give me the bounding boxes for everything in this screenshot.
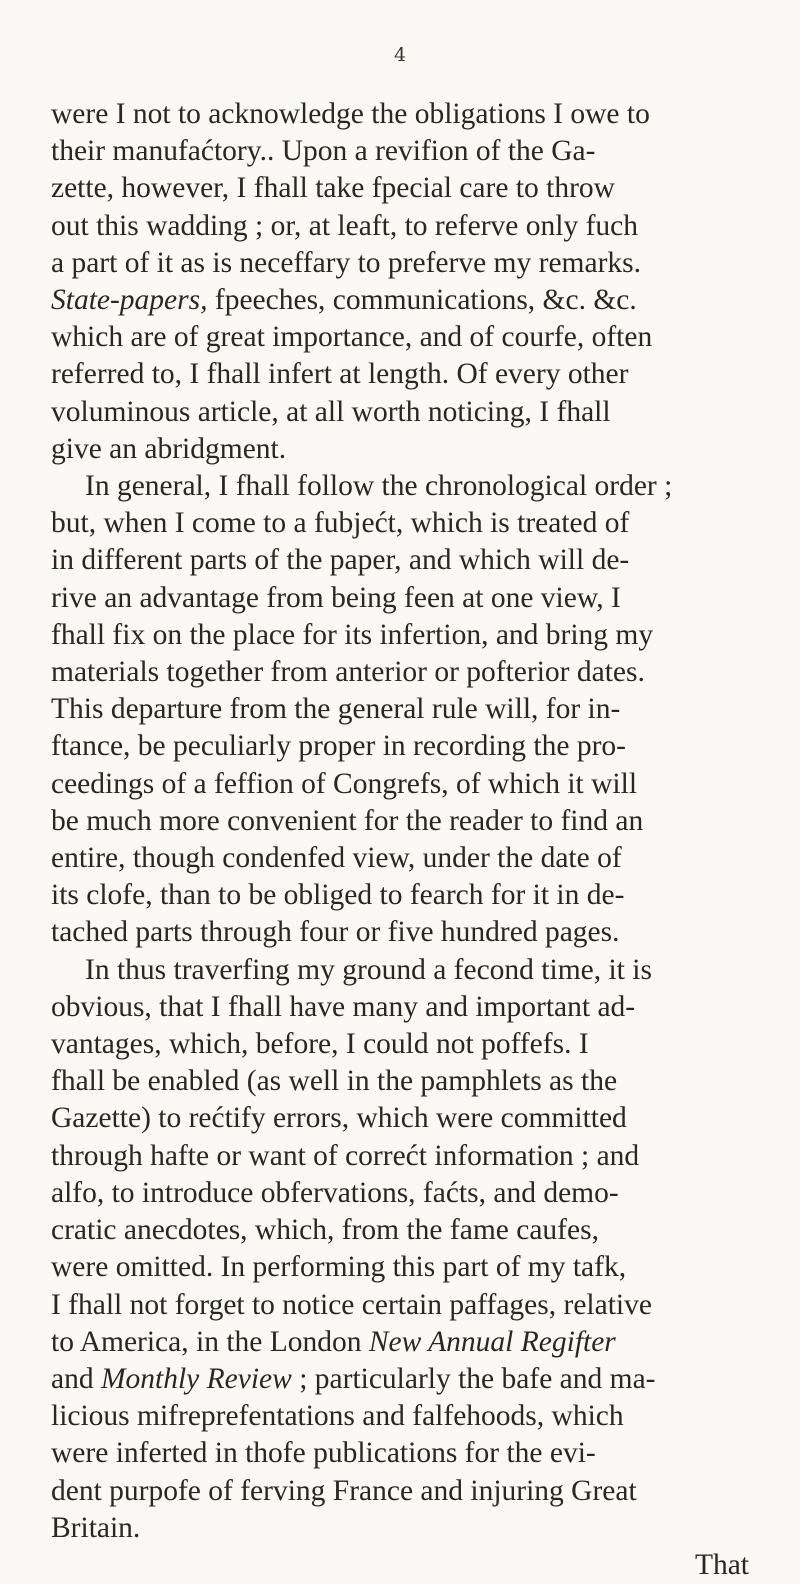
text-segment: to America, in the London	[51, 1325, 369, 1358]
text-line: were I not to acknowledge the obligations I owe to	[51, 98, 650, 130]
text-line: entire, though condenfed view, under the date of	[51, 842, 622, 875]
text-segment: fpeeches, communications, &c. &c.	[207, 284, 637, 317]
text-line: fhall fix on the place for its infertion, and bring my	[51, 618, 654, 651]
text-line: Britain.	[51, 1511, 141, 1544]
italic-title: New Annual Regifter	[368, 1325, 616, 1358]
text-segment: ; particularly the bafe and ma-	[291, 1362, 656, 1395]
text-line: a part of it as is neceffary to preferve my remarks.	[51, 246, 642, 279]
text-line: licious mifreprefentations and falfehoods, which	[51, 1400, 624, 1433]
text-line: In general, I fhall follow the chronological order ;	[85, 470, 673, 503]
italic-title: State-papers,	[51, 284, 208, 317]
text-line: voluminous article, at all worth noticing, I fhall	[51, 395, 611, 428]
text-line: I fhall not forget to notice certain paffages, relative	[51, 1288, 652, 1321]
text-line: obvious, that I fhall have many and important ad-	[51, 990, 636, 1023]
catchword: That	[694, 1548, 749, 1581]
text-line: their manufaćtory.. Upon a revifion of the Ga-	[51, 135, 596, 168]
text-line: but, when I come to a fubjećt, which is treated of	[51, 507, 630, 540]
body-text	[51, 96, 751, 1584]
text-line: materials together from anterior or pofterior dates.	[51, 656, 645, 689]
text-line: cratic anecdotes, which, from the fame caufes,	[51, 1214, 599, 1247]
text-line: ftance, be peculiarly proper in recording the pro-	[51, 730, 626, 763]
text-line: ceedings of a feffion of Congrefs, of which it will	[51, 767, 638, 800]
text-line: alfo, to introduce obfervations, faćts, and demo-	[51, 1176, 619, 1209]
text-line: give an abridgment.	[51, 432, 287, 465]
text-line: were omitted. In performing this part of my tafk,	[51, 1251, 627, 1284]
text-line: which are of great importance, and of courfe, often	[51, 321, 653, 354]
text-line: through hafte or want of correćt information ; and	[51, 1139, 640, 1172]
text-line: referred to, I fhall infert at length. Of every other	[51, 358, 629, 391]
text-line	[51, 1324, 751, 1361]
text-line: vantages, which, before, I could not poffefs. I	[51, 1028, 589, 1061]
italic-title: Monthly Review	[100, 1362, 292, 1395]
text-line: fhall be enabled (as well in the pamphlets as the	[51, 1065, 618, 1098]
text-line: out this wadding ; or, at leaft, to referve only fuch	[51, 209, 639, 242]
text-line: its clofe, than to be obliged to fearch for it in de-	[51, 879, 625, 912]
text-segment: and	[51, 1362, 101, 1395]
text-line	[51, 282, 751, 319]
text-line: tached parts through four or five hundred pages.	[51, 916, 620, 949]
text-line	[51, 1361, 751, 1398]
page-number: 4	[393, 44, 407, 66]
text-line: be much more convenient for the reader to find an	[51, 804, 644, 837]
text-line: in different parts of the paper, and which will de-	[51, 544, 630, 577]
text-line: were inferted in thofe publications for the evi-	[51, 1437, 596, 1470]
text-line: In thus traverfing my ground a fecond time, it is	[85, 953, 652, 986]
text-line: dent purpofe of ferving France and injuring Great	[51, 1474, 637, 1507]
text-line: This departure from the general rule will, for in-	[51, 693, 621, 726]
text-line: rive an advantage from being feen at one view, I	[51, 581, 621, 614]
text-line: zette, however, I fhall take fpecial care to throw	[51, 172, 615, 205]
text-line: Gazette) to rećtify errors, which were committed	[51, 1102, 627, 1135]
